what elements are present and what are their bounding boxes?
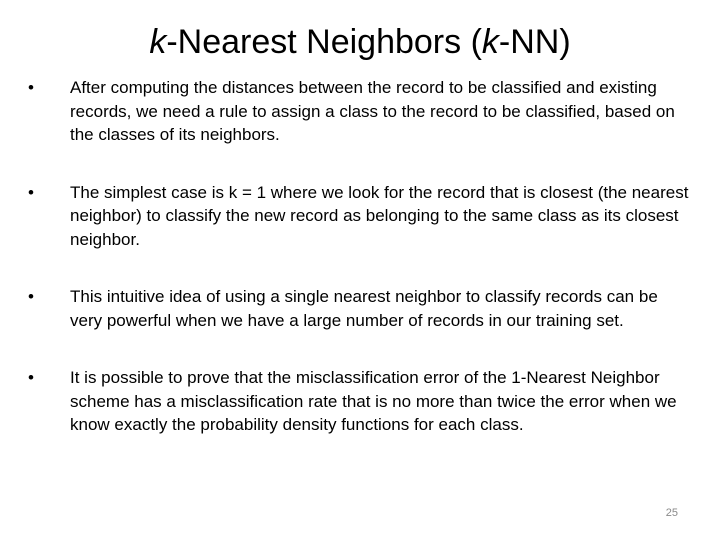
bullet-text: This intuitive idea of using a single nearest neighbor to classify records can be very powerful when we have a large number of records in our training set. (70, 287, 658, 330)
bullet-dot: • (28, 287, 34, 306)
bullet-text: After computing the distances between the record to be classified and existing records, we need a rule to assign a class to the record to be classified, based on the classes of its neighbors. (70, 78, 675, 144)
page-number: 25 (665, 507, 678, 519)
title-text-middle: -Nearest Neighbors ( (166, 23, 482, 61)
bullet-dot: • (28, 368, 34, 387)
bullet-dot: • (28, 78, 34, 97)
bullet-text: It is possible to prove that the misclassification error of the 1-Nearest Neighbor scheme has a misclassification rate that is no more than twice the error when we know exactly the probability density functions for each class. (70, 368, 677, 434)
bullet-dot: • (28, 182, 34, 202)
bullet-item (28, 181, 693, 252)
bullet-text: The simplest case is k = 1 where we look for the record that is closest (the nearest neighbor) to classify the new record as belonging to the same class as its closest neighbor. (70, 182, 689, 249)
bullet-item (28, 285, 693, 332)
title-text-end: -NN) (498, 23, 571, 61)
bullet-list (28, 76, 693, 471)
title-k-italic-2: k (481, 23, 499, 61)
slide-title (0, 20, 720, 64)
title-k-italic: k (149, 23, 167, 61)
bullet-item (28, 76, 693, 147)
bullet-item (28, 366, 693, 437)
